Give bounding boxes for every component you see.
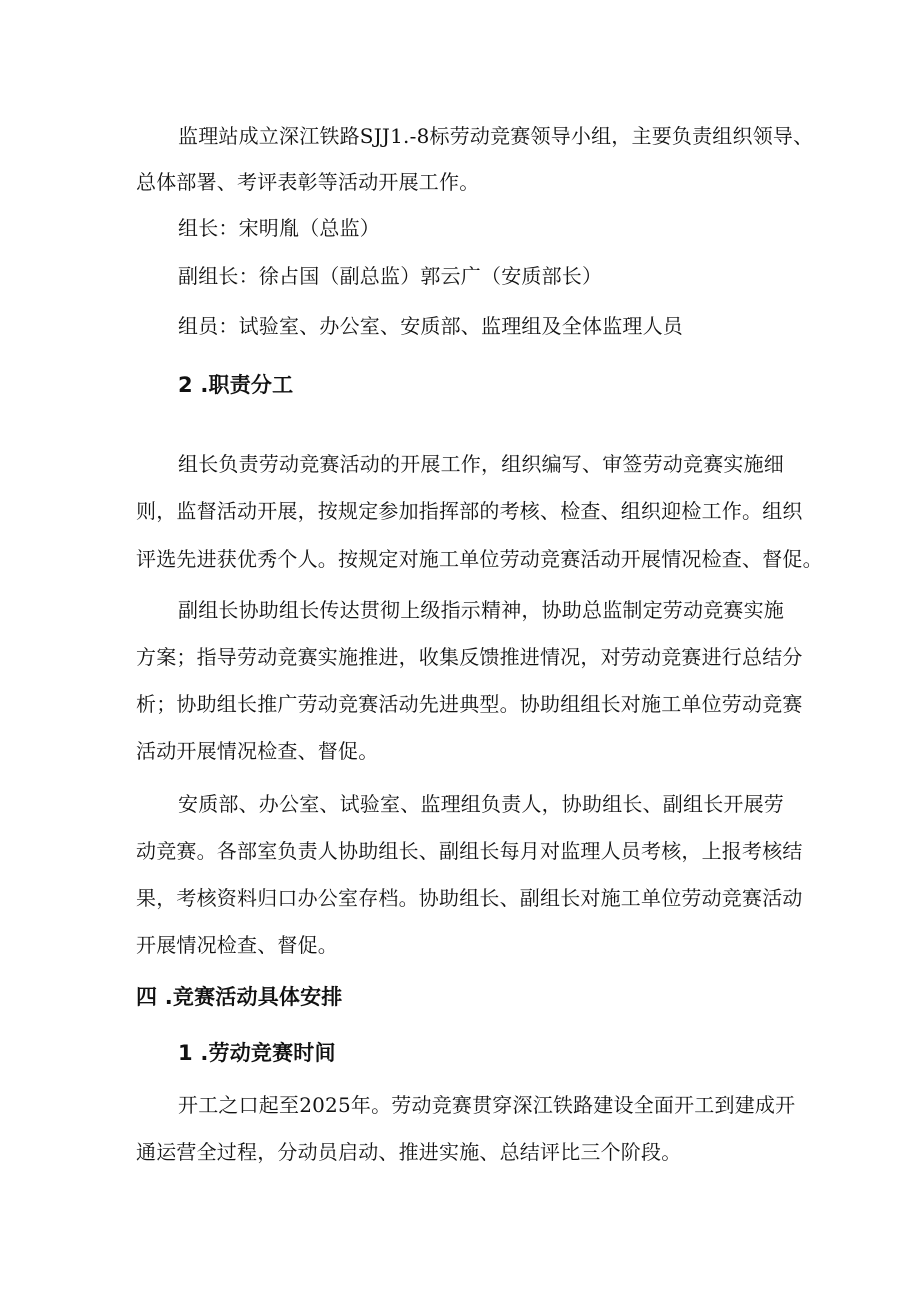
paragraph-line: 总体部署、考评表彰等活动开展工作。 <box>136 170 480 194</box>
subsection-heading-competition-time: 1 .劳动竞赛时间 <box>178 1041 336 1065</box>
paragraph-line: 副组长协助组长传达贯彻上级指示精神，协助总监制定劳动竞赛实施 <box>178 598 784 622</box>
members-line: 组员：试验室、办公室、安质部、监理组及全体监理人员 <box>178 314 683 338</box>
paragraph-line: 组长负责劳动竞赛活动的开展工作，组织编写、审签劳动竞赛实施细 <box>178 452 784 476</box>
paragraph-line: 监理站成立深江铁路SJJ1.-8标劳动竞赛领导小组，主要负责组织领导、 <box>178 124 814 148</box>
paragraph-line: 开展情况检查、督促。 <box>136 933 338 957</box>
paragraph-line: 活动开展情况检查、督促。 <box>136 739 379 763</box>
paragraph-line: 析；协助组长推广劳动竞赛活动先进典型。协助组组长对施工单位劳动竞赛 <box>136 692 803 716</box>
paragraph-line: 方案；指导劳动竞赛实施推进，收集反馈推进情况，对劳动竞赛进行总结分 <box>136 645 803 669</box>
paragraph-line: 则，监督活动开展，按规定参加指挥部的考核、检查、组织迎检工作。组织 <box>136 499 803 523</box>
paragraph-line: 安质部、办公室、试验室、监理组负责人，协助组长、副组长开展劳 <box>178 792 784 816</box>
deputy-leader-line: 副组长：徐占国（副总监）郭云广（安质部长） <box>178 264 603 288</box>
paragraph-line: 评选先进获优秀个人。按规定对施工单位劳动竞赛活动开展情况检查、督促。 <box>136 547 823 571</box>
paragraph-line: 动竞赛。各部室负责人协助组长、副组长每月对监理人员考核，上报考核结 <box>136 839 803 863</box>
paragraph-line: 通运营全过程，分动员启动、推进实施、总结评比三个阶段。 <box>136 1140 682 1164</box>
paragraph-line: 开工之口起至2025年。劳动竞赛贯穿深江铁路建设全面开工到建成开 <box>178 1093 796 1117</box>
section-heading-responsibilities: 2 .职责分工 <box>178 373 294 397</box>
paragraph-line: 果，考核资料归口办公室存档。协助组长、副组长对施工单位劳动竞赛活动 <box>136 886 803 910</box>
leader-line: 组长：宋明胤（总监） <box>178 216 380 240</box>
section-heading-arrangements: 四 .竞赛活动具体安排 <box>136 985 343 1009</box>
